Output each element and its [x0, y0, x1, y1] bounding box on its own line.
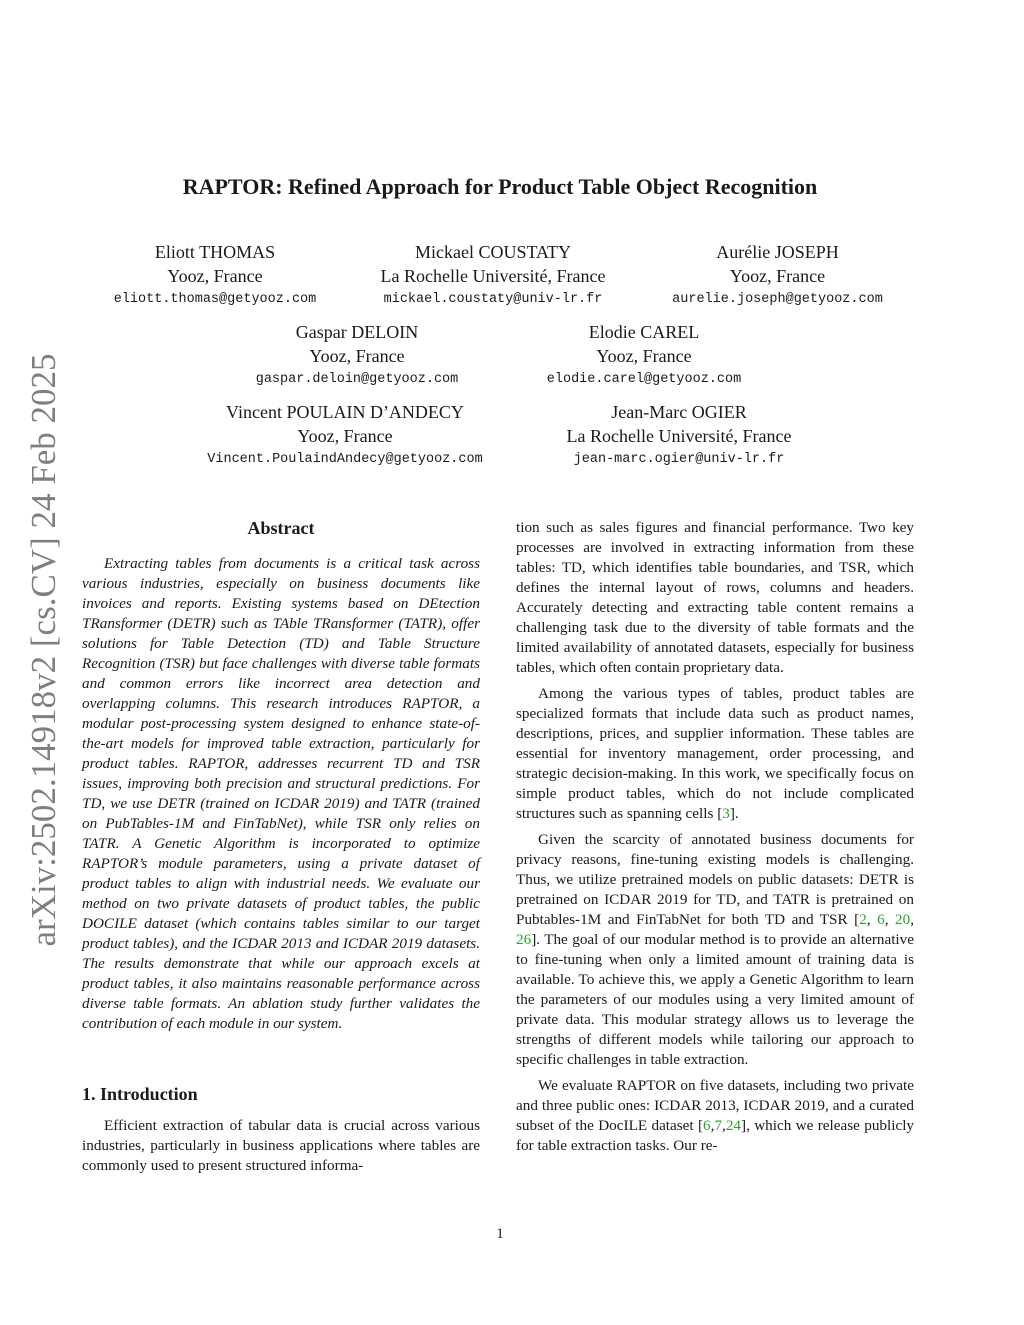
author-email[interactable]: mickael.coustaty@univ-lr.fr	[383, 292, 603, 307]
paragraph-text: We evaluate RAPTOR on five datasets, including two private and three public ones: ICDAR 2013, ICDAR 2019, and a curated subset of the DocILE dataset [	[516, 1077, 914, 1134]
author-email[interactable]: gaspar.deloin@getyooz.com	[255, 372, 459, 387]
author-name: Gaspar DELOIN	[295, 322, 419, 342]
author-email[interactable]: jean-marc.ogier@univ-lr.fr	[573, 452, 785, 467]
author-name: Vincent POULAIN D’ANDECY	[226, 402, 464, 422]
author-affiliation: Yooz, France	[729, 266, 826, 286]
body-paragraph: Given the scarcity of annotated business documents for privacy reasons, fine-tuning existing models is challenging. Thus, we utilize pretrained models on public datasets: DETR is pretrained on ICDAR 2019 for TD, and TATR is pretrained on Pubtables-1M and FinTabNet for both TD and TSR [2, 6, 20, 26]. The goal of our modular method is to provide an alternative to fine-tuning when only a limited amount of training data is available. To achieve this, we apply a Genetic Algorithm to learn the parameters of our modules using a very limited amount of private data. This modular strategy allows us to leverage the strengths of different models while tailoring our approach to specific challenges in table extraction.	[516, 831, 914, 1068]
citation-link[interactable]: 6	[877, 911, 885, 928]
paragraph-text: Among the various types of tables, product tables are specialized formats that include data such as product names, descriptions, prices, and supplier information. These tables are essential for inventory management, order processing, and strategic decision-making. In this work, we specifically focus on simple product tables, which do not include complicated structures such as spanning cells [	[516, 685, 914, 822]
author-affiliation: La Rochelle Université, France	[566, 426, 792, 446]
author-name: Aurélie JOSEPH	[716, 242, 839, 262]
right-column	[516, 518, 914, 1156]
citation-link[interactable]: 7	[714, 1117, 723, 1134]
body-paragraph: tion such as sales figures and financial performance. Two key processes are involved in extracting information from these tables: TD, which identifies table boundaries, and TSR, which defines the internal layout of rows, columns and headers. Accurately detecting and extracting table content remains a challenging task due to the diversity of table formats and the limited availability of annotated datasets, especially for business tables, which often contain proprietary data.	[516, 519, 914, 676]
author-affiliation: Yooz, France	[167, 266, 263, 286]
author-email[interactable]: aurelie.joseph@getyooz.com	[672, 292, 883, 307]
body-paragraph	[516, 684, 914, 824]
citation-link[interactable]: 26	[516, 931, 532, 948]
author-block	[180, 400, 510, 470]
author-affiliation: La Rochelle Université, France	[380, 266, 606, 286]
author-block	[80, 240, 350, 310]
author-email[interactable]: Vincent.PoulaindAndecy@getyooz.com	[207, 452, 483, 467]
author-block	[510, 320, 778, 390]
left-column	[82, 518, 480, 1176]
author-block	[222, 320, 492, 390]
author-affiliation: Yooz, France	[309, 346, 405, 366]
citation-link[interactable]: 24	[725, 1117, 742, 1134]
author-name: Elodie CAREL	[588, 322, 700, 342]
paragraph-text: ].	[729, 805, 739, 822]
citation-link[interactable]: 6	[703, 1117, 711, 1134]
author-block	[353, 240, 633, 310]
author-block	[530, 400, 828, 470]
page-number: 1	[496, 1226, 504, 1242]
abstract-heading: Abstract	[247, 518, 315, 538]
paper-title: RAPTOR: Refined Approach for Product Table Object Recognition	[182, 174, 818, 199]
paragraph-text: ]. The goal of our modular method is to provide an alternative to fine-tuning when only a limited amount of training data is available. To achieve this, we apply a Genetic Algorithm to learn the parameters of our modules using a very limited amount of private data. This modular strategy allows us to leverage the strengths of different models while tailoring our approach to specific challenges in table extraction.	[516, 931, 914, 1068]
citation-link[interactable]: 2	[859, 911, 867, 928]
citation-link[interactable]: 3	[722, 805, 730, 822]
arxiv-id: arXiv:2502.14918v2 [cs.CV] 24 Feb 2025	[24, 353, 63, 947]
author-email[interactable]: eliott.thomas@getyooz.com	[113, 292, 317, 307]
author-block	[640, 240, 915, 310]
author-affiliation: Yooz, France	[596, 346, 692, 366]
author-name: Jean-Marc OGIER	[611, 402, 747, 422]
author-affiliation: Yooz, France	[297, 426, 393, 446]
body-paragraph: We evaluate RAPTOR on five datasets, including two private and three public ones: ICDAR 2013, ICDAR 2019, and a curated subset of the DocILE dataset [6,7,24], which we release publicly for table extraction tasks. Our re-	[516, 1077, 915, 1154]
citation-link[interactable]: 20	[895, 911, 911, 928]
section-heading-introduction: 1. Introduction	[82, 1084, 198, 1104]
paragraph-text: Given the scarcity of annotated business documents for privacy reasons, fine-tuning existing models is challenging. Thus, we utilize pretrained models on public datasets: DETR is pretrained on ICDAR 2019 for TD, and TATR is pretrained on Pubtables-1M and FinTabNet for both TD and TSR [	[516, 831, 914, 928]
intro-paragraph: Efficient extraction of tabular data is crucial across various industries, particularly in business applications where tables are commonly used to present structured informa-	[82, 1117, 480, 1174]
abstract-text: Extracting tables from documents is a critical task across various industries, especially on business documents like invoices and reports. Existing systems based on DEtection TRansformer (DETR) such as TAble TRansformer (TATR), offer solutions for Table Detection (TD) and Table Structure Recognition (TSR) but face challenges with diverse table formats and common errors like incorrect area detection and overlapping columns. This research introduces RAPTOR, a modular post-processing system designed to enhance state-of-the-art models for improved table extraction, particularly for product tables. RAPTOR, addresses recurrent TD and TSR issues, improving both precision and structural predictions. For TD, we use DETR (trained on ICDAR 2019) and TATR (trained on PubTables-1M and FinTabNet), while TSR only relies on TATR. A Genetic Algorithm is incorporated to optimize RAPTOR’s module parameters, using a private dataset of product tables to align with industrial needs. We evaluate our method on two private datasets of product tables, the public DOCILE dataset (which contains tables similar to our target product tables), and the ICDAR 2013 and ICDAR 2019 datasets. The results demonstrate that while our approach excels at product tables, it also maintains reasonable performance across diverse table formats. An ablation study further validates the contribution of each module in our system.	[82, 555, 480, 1032]
author-email[interactable]: elodie.carel@getyooz.com	[546, 372, 742, 387]
paragraph-text: ], which we release publicly for table extraction tasks. Our re-	[516, 1117, 915, 1154]
author-name: Mickael COUSTATY	[414, 242, 572, 262]
author-name: Eliott THOMAS	[154, 242, 276, 262]
